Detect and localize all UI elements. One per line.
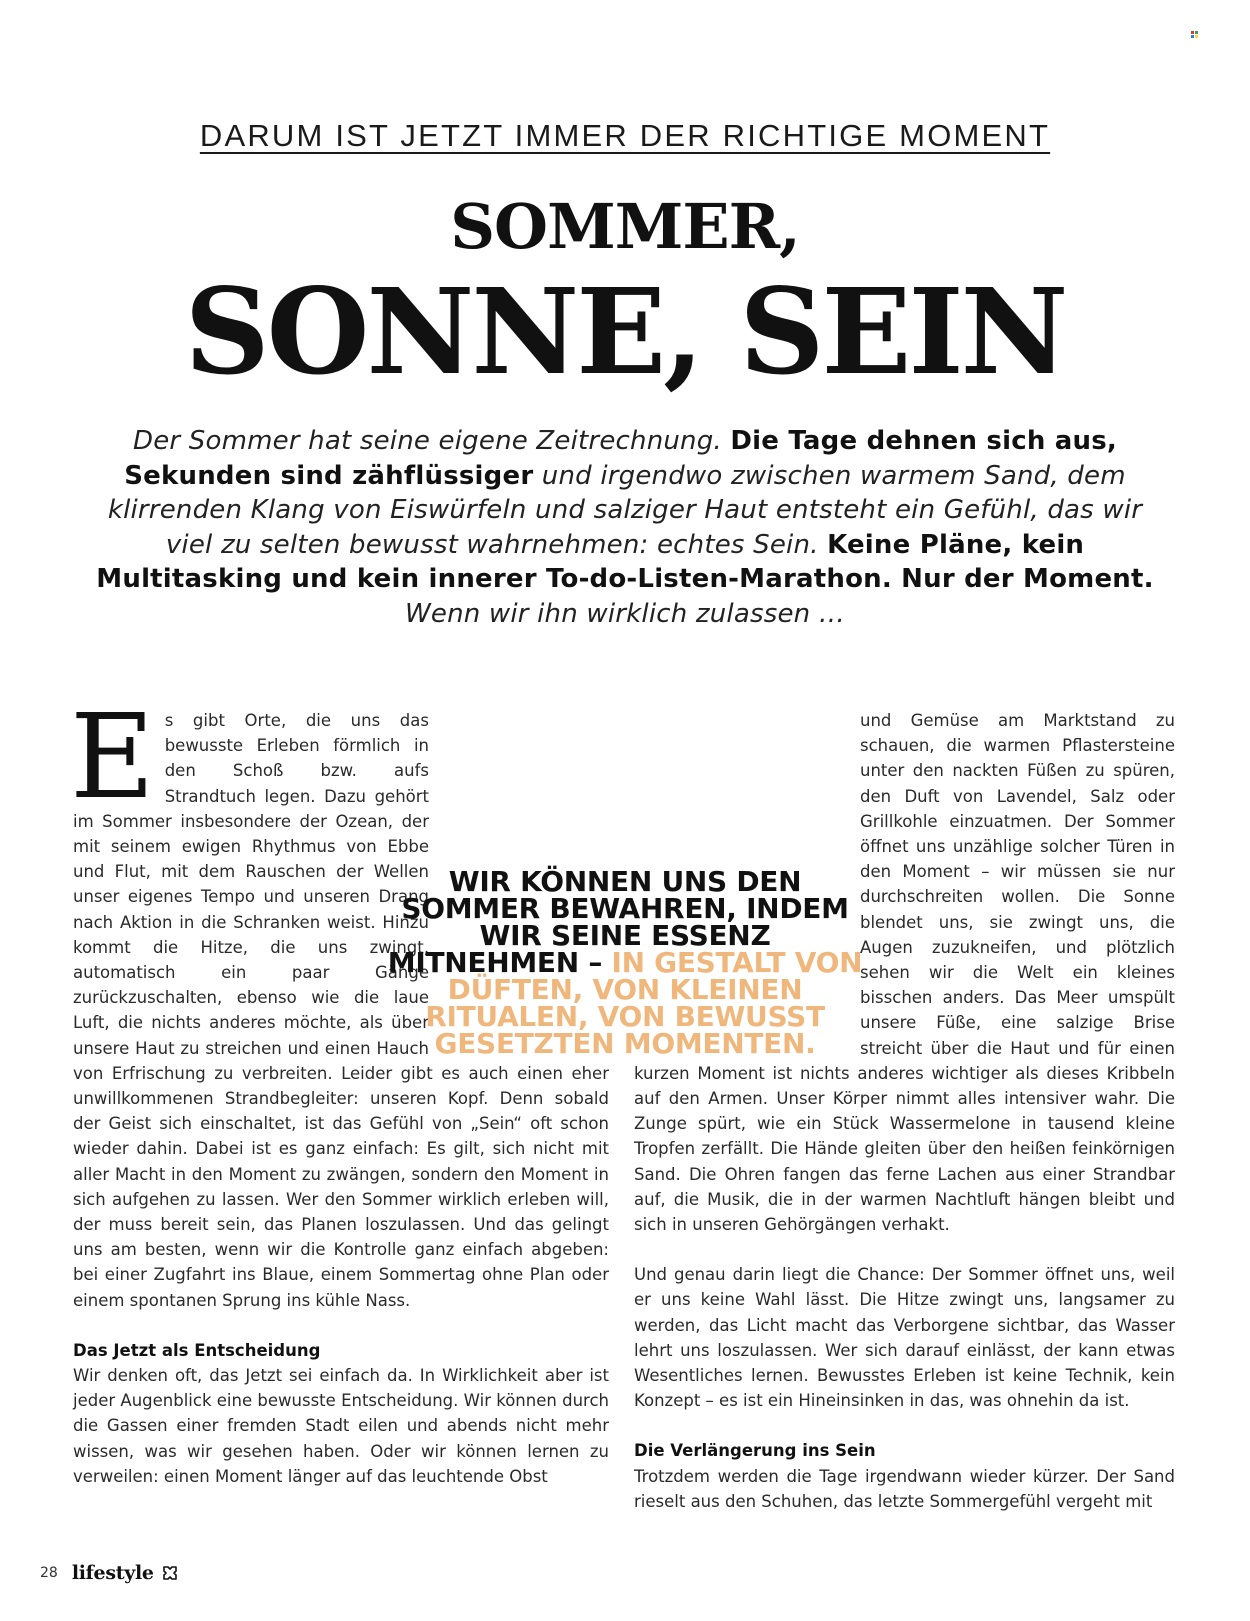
page-footer: [40, 1561, 178, 1585]
lead-text-3: Wenn wir ihn wirklich zulassen …: [404, 598, 846, 629]
lead-text-1: Der Sommer hat seine eigene Zeitrechnung.: [132, 426, 731, 456]
body-paragraph-3: und Gemüse am Marktstand zu schauen, die warmen Pflastersteine unter den nackten Füßen zu spüren, den Duft von Lavendel, Salz oder Grillkohle einzuatmen. Der Sommer öffnet uns unzählige solcher Türen in den Moment – wir müssen sie nur durchschreiten wollen. Die Sonne blendet uns, sie zwingt uns, die Augen zuzukneifen, und plötzlich sehen wir die Welt ein kleines bisschen anders. Das Meer umspült unsere Füße, eine salzige Brise streicht über die Haut und für einen kurzen Moment ist nichts anderes wichtiger als dieses Kribbeln auf den Armen. Unser Körper nimmt alles intensiver wahr. Die Zunge spürt, wie ein Stück Wassermelone in tausend kleine Tropfen zerfällt. Die Hände gleiten über den heißen feinkörnigen Sand. Die Ohren fangen das ferne Lachen aus einer Strandbar auf, die Musik, die in der warmen Nachtluft hängen bleibt und sich in unseren Gehörgängen verhakt.: [634, 711, 1175, 1235]
body-paragraph-4: Und genau darin liegt die Chance: Der Sommer öffnet uns, weil er uns keine Wahl lässt. Die Hitze zwingt uns, langsamer zu werden, das Licht macht das Verborgene sichtbar, das Wasser lehrt uns loszulassen. Wer sich darauf einlässt, der kann etwas Wesentliches lernen. Bewusstes Erleben ist keine Technik, kein Konzept – es ist ein Hineinsinken in das, was ohnehin da ist.: [634, 1265, 1175, 1411]
drop-cap: E: [70, 690, 155, 825]
page-number: 28: [40, 1565, 58, 1581]
lead-text-2: und irgendwo zwischen warmem Sand, dem klirrenden Klang von Eiswürfeln und salziger Haut entsteht ein Gefühl, das wir viel zu selten bewusst wahrnehmen: echtes Sein.: [107, 460, 1143, 560]
body-paragraph-1: s gibt Orte, die uns das bewusste Erleben förmlich in den Schoß bzw. aufs Strandtuch legen. Dazu gehört im Sommer insbesondere der Ozean, der mit seinem ewigen Rhythmus von Ebbe und Flut, mit dem Rauschen der Wellen unser eigenes Tempo und unseren Drang nach Aktion in die Schranken weist. Hinzu kommt die Hitze, die uns zwingt, automatisch ein paar Gänge zurückzuschalten, ebenso wie die laue Luft, die nichts anderes möchte, als über unsere Haut zu streichen und einen Hauch von Erfrischung zu verbreiten. Leider gibt es auch einen eher unwillkommenen Strandbegleiter: unseren Kopf. Denn sobald der Geist sich einschaltet, ist das Gefühl von „Sein“ oft schon wieder dahin. Dabei ist es ganz einfach: Es gilt, sich nicht mit aller Macht in den Moment zu zwängen, sondern den Moment in sich aufgehen zu lassen. Wer den Sommer wirklich erleben will, der muss bereit sein, das Planen loszulassen. Und das gelingt uns am besten, wenn wir die Kontrolle ganz einfach abgeben: bei einer Zugfahrt ins Blaue, einem Sommertag ohne Plan oder einem spontanen Sprung ins kühle Nass.: [73, 711, 609, 1310]
section-heading-1: Das Jetzt als Entscheidung: [73, 1340, 321, 1360]
right-column: [634, 708, 1175, 1539]
brand-name: lifestyle: [71, 1562, 154, 1584]
lead-paragraph: [90, 424, 1160, 631]
pull-quote: [383, 865, 867, 1060]
corner-color-mark-icon: [1191, 31, 1198, 38]
pull-quote-accent: IN GESTALT VON DÜFTEN, VON KLEINEN RITUALEN, VON BEWUSST GESETZTEN MOMENTEN.: [425, 946, 863, 1060]
section-heading-2: Die Verlängerung ins Sein: [634, 1441, 876, 1461]
left-column: [70, 690, 609, 1514]
lead-bold-1: Die Tage dehnen sich aus, Sekunden sind zähflüssiger: [124, 426, 1117, 491]
kicker-headline: DARUM IST JETZT IMMER DER RICHTIGE MOMENT: [199, 118, 1051, 153]
pull-quote-dark: WIR KÖNNEN UNS DEN SOMMER BEWAHREN, INDEM WIR SEINE ESSENZ MITNEHMEN –: [387, 865, 849, 979]
lead-bold-2: Keine Pläne, kein Multitasking und kein innerer To-do-Listen-Marathon. Nur der Moment.: [96, 529, 1154, 594]
brand-mark-icon: [162, 1565, 178, 1581]
title-line-2: SONNE, SEIN: [184, 262, 1066, 401]
body-paragraph-5: Trotzdem werden die Tage irgendwann wieder kürzer. Der Sand rieselt aus den Schuhen, das letzte Sommergefühl vergeht mit: [634, 1466, 1175, 1511]
title-line-1: SOMMER,: [450, 190, 800, 263]
body-paragraph-2: Wir denken oft, das Jetzt sei einfach da. In Wirklichkeit aber ist jeder Augenblick eine bewusste Entscheidung. Wir können durch die Gassen einer fremden Stadt eilen und abends nicht mehr wissen, was wir gesehen haben. Oder wir können lernen zu verweilen: einen Moment länger auf das leuchtende Obst: [73, 1366, 609, 1486]
